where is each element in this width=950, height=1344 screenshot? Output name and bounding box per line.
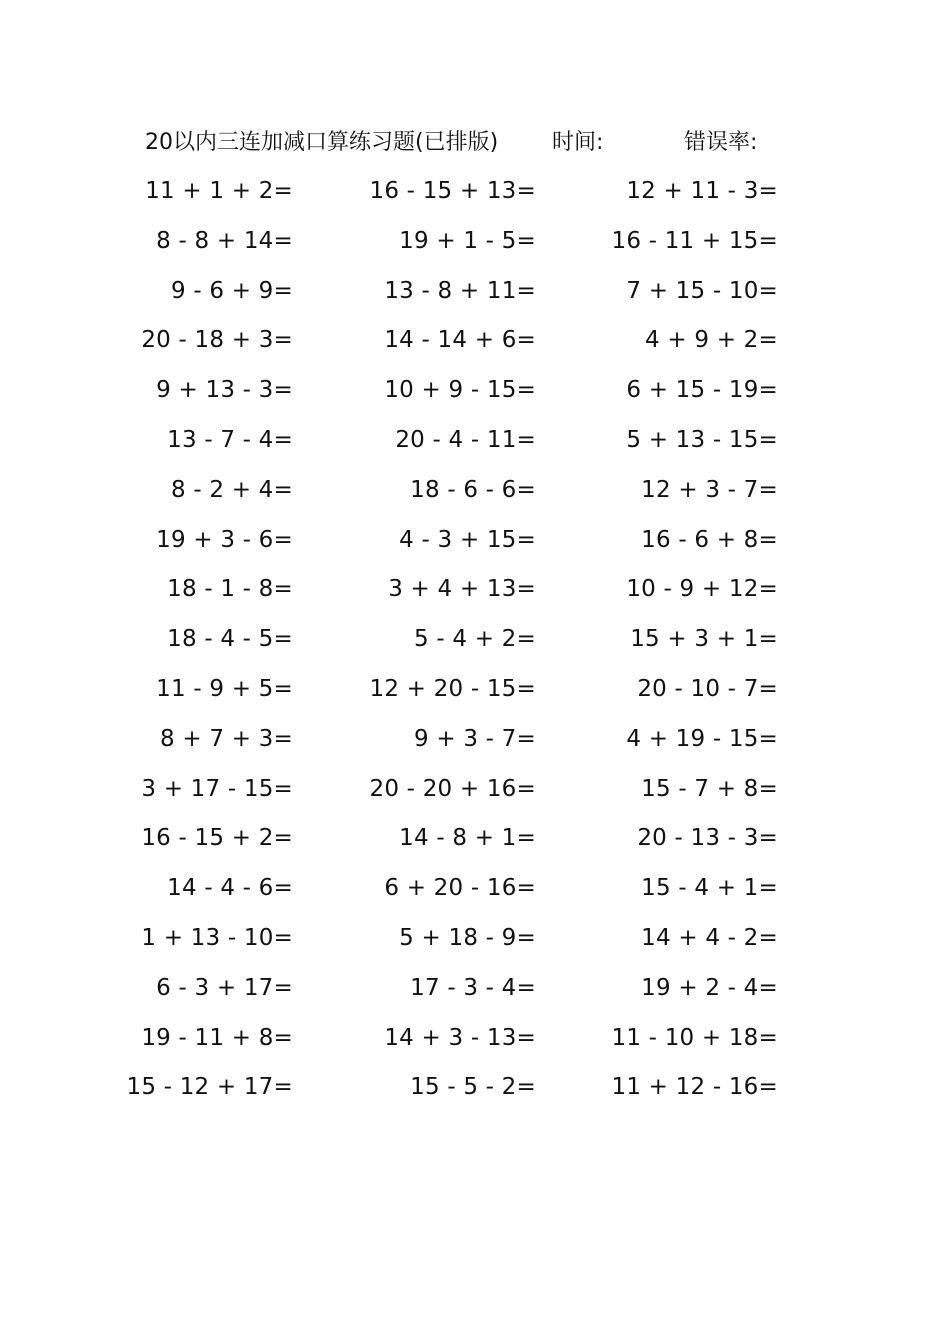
math-problem: 6 - 3 + 17= [156, 974, 293, 1001]
problem-column-3 [578, 174, 778, 1120]
math-problem: 20 - 4 - 11= [395, 426, 536, 453]
math-problem: 5 + 18 - 9= [399, 924, 536, 951]
time-label: 时间: [552, 130, 604, 155]
math-problem: 4 + 9 + 2= [645, 327, 778, 354]
math-problem: 16 - 15 + 13= [369, 178, 536, 204]
math-problem: 20 - 13 - 3= [637, 825, 778, 852]
math-problem: 11 + 1 + 2= [145, 178, 293, 204]
math-problem: 3 + 17 - 15= [141, 775, 293, 802]
math-problem: 13 - 8 + 11= [384, 277, 536, 304]
math-problem: 4 + 19 - 15= [626, 725, 778, 752]
math-problem: 6 + 15 - 19= [626, 377, 778, 404]
math-problem: 16 - 11 + 15= [611, 227, 778, 254]
math-problem: 5 + 13 - 15= [626, 426, 778, 453]
math-problem: 19 + 1 - 5= [399, 227, 536, 254]
math-problem: 18 - 1 - 8= [167, 576, 293, 603]
math-problem: 13 - 7 - 4= [167, 426, 293, 453]
math-problem: 1 + 13 - 10= [141, 924, 293, 951]
worksheet-title: 20以内三连加减口算练习题(已排版) [145, 130, 499, 155]
math-problem: 8 + 7 + 3= [160, 725, 293, 752]
worksheet-header [0, 126, 950, 160]
math-problem: 3 + 4 + 13= [388, 576, 536, 603]
math-problem: 17 - 3 - 4= [410, 974, 536, 1001]
math-problem: 11 - 9 + 5= [156, 675, 293, 702]
math-problem: 14 + 3 - 13= [384, 1024, 536, 1051]
math-problem: 9 + 13 - 3= [156, 377, 293, 404]
math-problem: 14 - 14 + 6= [384, 327, 536, 354]
math-problem: 7 + 15 - 10= [626, 277, 778, 304]
math-problem: 11 + 12 - 16= [611, 1074, 778, 1101]
math-problem: 20 - 18 + 3= [141, 327, 293, 354]
math-problem: 19 + 2 - 4= [641, 974, 778, 1001]
error-rate-label: 错误率: [684, 130, 758, 155]
math-problem: 15 - 4 + 1= [641, 875, 778, 902]
math-problem: 20 - 10 - 7= [637, 675, 778, 702]
math-problem: 15 - 12 + 17= [126, 1074, 293, 1101]
math-problem: 19 + 3 - 6= [156, 526, 293, 553]
math-problem: 8 - 2 + 4= [171, 476, 293, 503]
math-problem: 20 - 20 + 16= [369, 775, 536, 802]
math-problem: 4 - 3 + 15= [399, 526, 536, 553]
math-problem: 12 + 11 - 3= [626, 178, 778, 204]
math-problem: 10 + 9 - 15= [384, 377, 536, 404]
problem-column-1 [93, 174, 293, 1120]
math-problem: 8 - 8 + 14= [156, 227, 293, 254]
math-problem: 9 - 6 + 9= [171, 277, 293, 304]
math-problem: 15 - 7 + 8= [641, 775, 778, 802]
math-problem: 14 - 4 - 6= [167, 875, 293, 902]
math-problem: 9 + 3 - 7= [414, 725, 536, 752]
math-problem: 6 + 20 - 16= [384, 875, 536, 902]
math-problem: 11 - 10 + 18= [611, 1024, 778, 1051]
math-problem: 14 - 8 + 1= [399, 825, 536, 852]
math-problem: 16 - 6 + 8= [641, 526, 778, 553]
math-problem: 12 + 20 - 15= [369, 675, 536, 702]
math-problem: 18 - 6 - 6= [410, 476, 536, 503]
problem-column-2 [336, 174, 536, 1120]
math-problem: 18 - 4 - 5= [167, 626, 293, 653]
math-problem: 16 - 15 + 2= [141, 825, 293, 852]
math-problem: 5 - 4 + 2= [414, 626, 536, 653]
math-problem: 15 - 5 - 2= [410, 1074, 536, 1101]
math-problem: 14 + 4 - 2= [641, 924, 778, 951]
math-problem: 12 + 3 - 7= [641, 476, 778, 503]
math-problem: 10 - 9 + 12= [626, 576, 778, 603]
math-problem: 19 - 11 + 8= [141, 1024, 293, 1051]
math-problem: 15 + 3 + 1= [630, 626, 778, 653]
problem-grid [0, 174, 950, 1104]
